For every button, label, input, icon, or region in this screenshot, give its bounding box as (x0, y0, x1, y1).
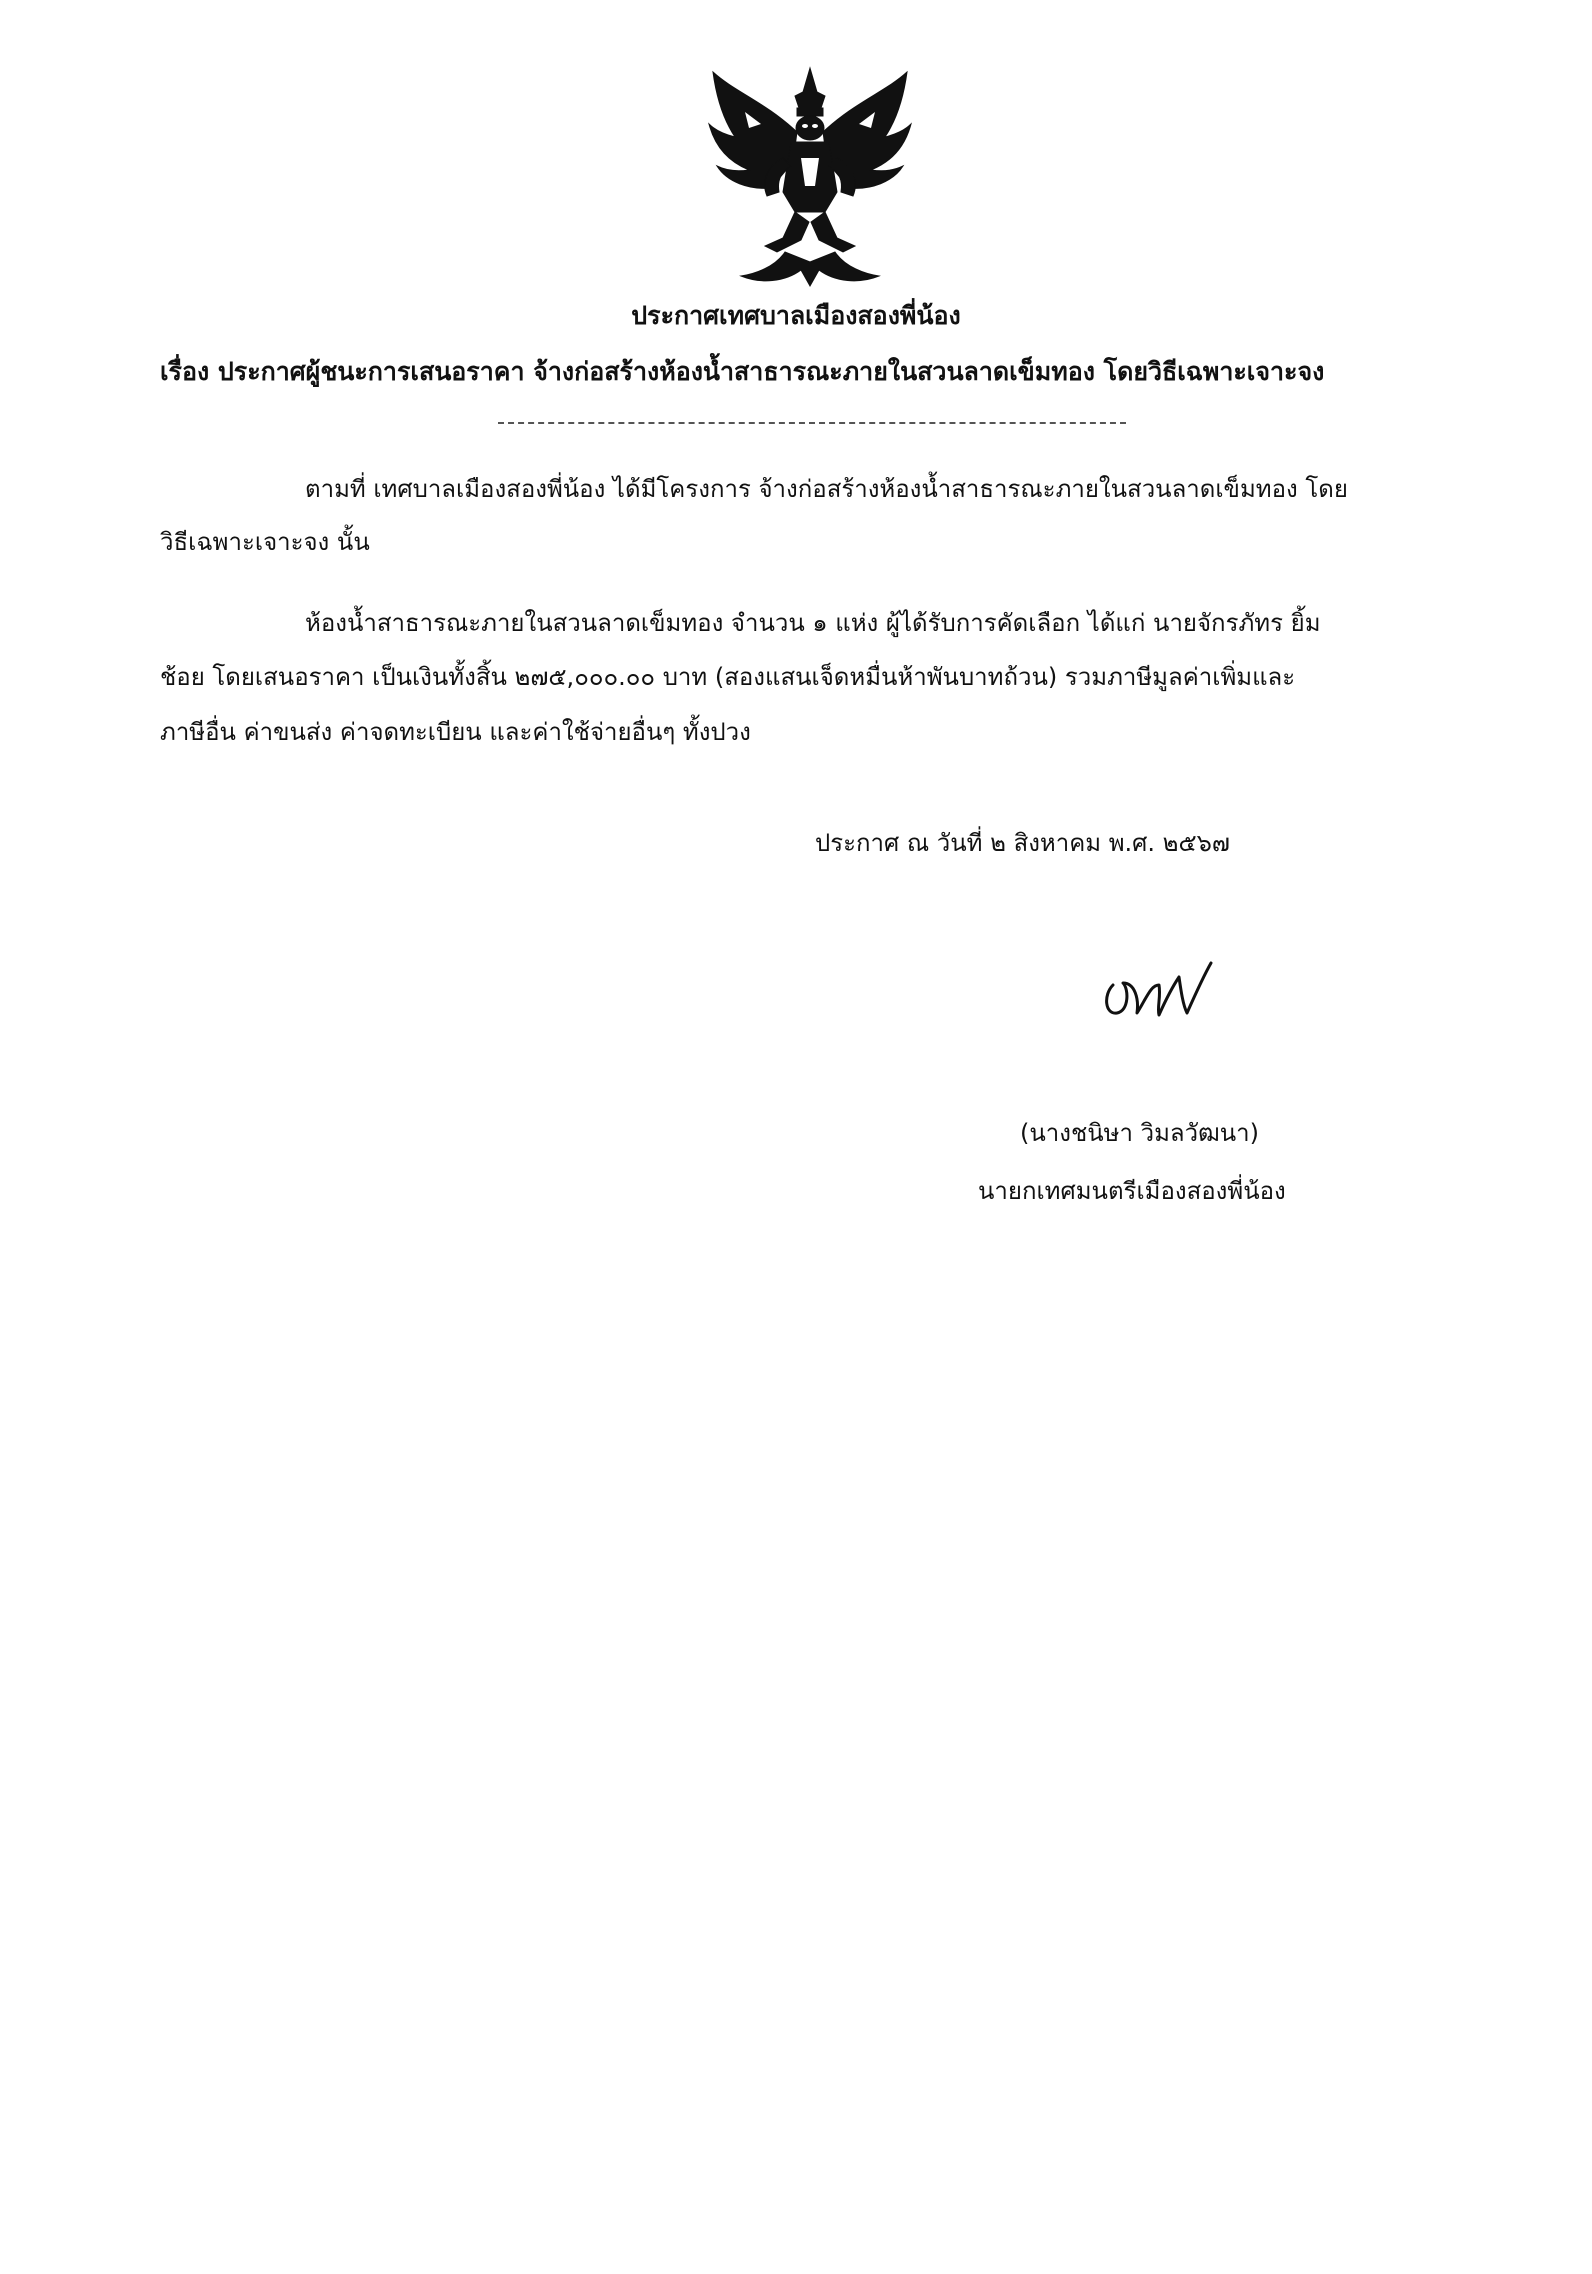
paragraph-1-line-2: วิธีเฉพาะเจาะจง นั้น (160, 528, 370, 556)
separator-rule (498, 422, 1126, 424)
org-title: ประกาศเทศบาลเมืองสองพี่น้อง (631, 301, 961, 330)
garuda-emblem-icon (705, 62, 915, 292)
signatory-title: นายกเทศมนตรีเมืองสองพี่น้อง (978, 1177, 1286, 1205)
paragraph-2-line-1: ห้องน้ำสาธารณะภายในสวนลาดเข็มทอง จำนวน ๑ แห่ง ผู้ได้รับการคัดเลือก ได้แก่ นายจักรภัทร ยิ้ม (305, 609, 1321, 637)
paragraph-2-line-2: ช้อย โดยเสนอราคา เป็นเงินทั้งสิ้น ๒๗๕,๐๐๐.๐๐ บาท (สองแสนเจ็ดหมื่นห้าพันบาทถ้วน) รวมภาษีมูลค่าเพิ่มและ (160, 663, 1296, 691)
paragraph-1-line-1: ตามที่ เทศบาลเมืองสองพี่น้อง ได้มีโครงการ จ้างก่อสร้างห้องน้ำสาธารณะภายในสวนลาดเข็มทอง โดย (305, 475, 1348, 503)
signature-icon (1095, 955, 1225, 1025)
subject-line: เรื่อง ประกาศผู้ชนะการเสนอราคา จ้างก่อสร้างห้องน้ำสาธารณะภายในสวนลาดเข็มทอง โดยวิธีเฉพาะเจาะจง (160, 357, 1325, 386)
announcement-date: ประกาศ ณ วันที่ ๒ สิงหาคม พ.ศ. ๒๕๖๗ (815, 829, 1230, 857)
signatory-name: (นางชนิษา วิมลวัฒนา) (1020, 1119, 1259, 1147)
paragraph-2-line-3: ภาษีอื่น ค่าขนส่ง ค่าจดทะเบียน และค่าใช้จ่ายอื่นๆ ทั้งปวง (160, 718, 751, 746)
